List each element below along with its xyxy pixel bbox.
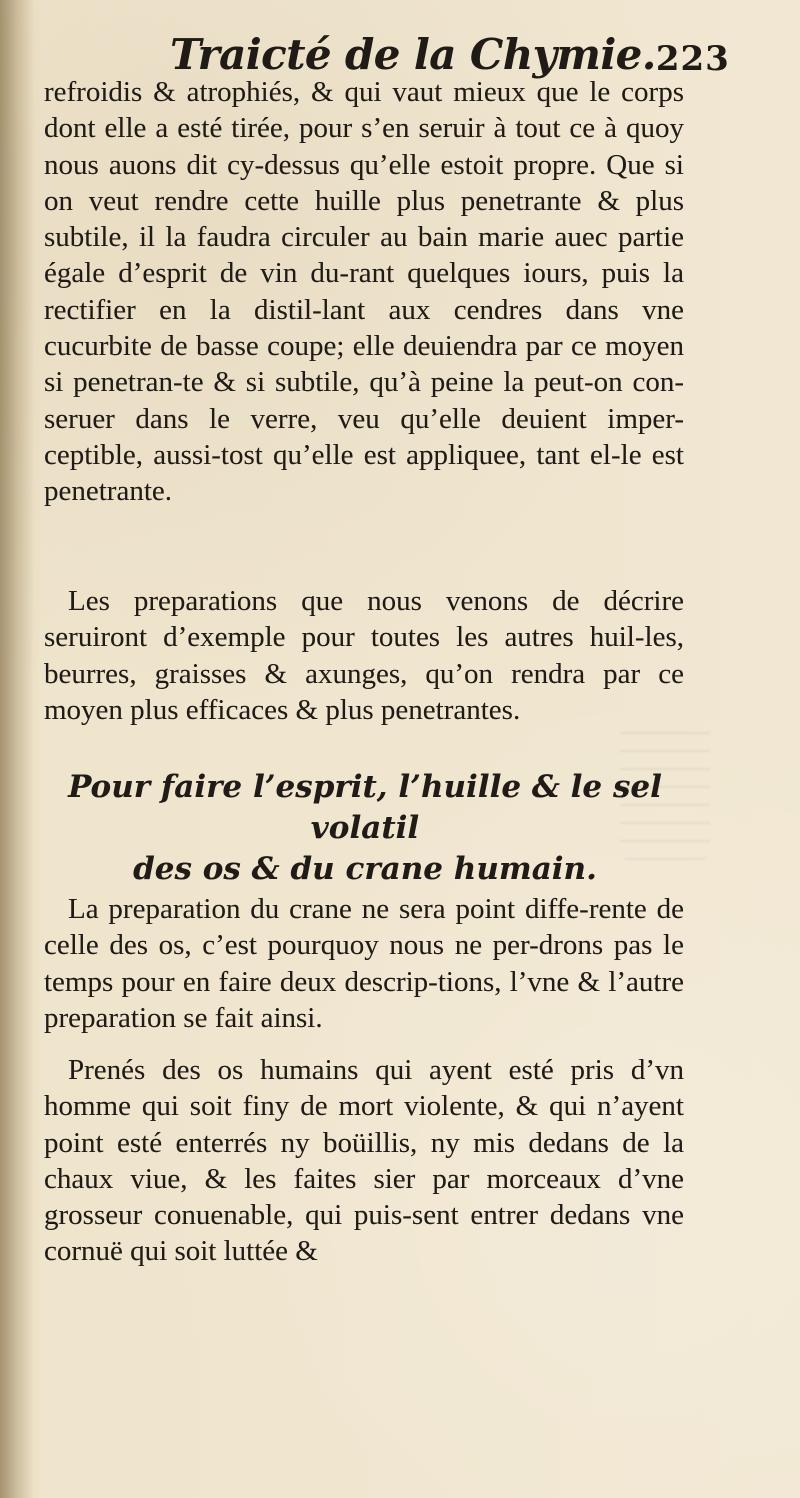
page-gutter-shadow xyxy=(0,0,34,1498)
paragraph-text: Prenés des os humains qui ayent esté pris d’vn homme qui soit finy de mort violente, & qui n’ayent point esté enterrés ny boüillis, ny mis dedans de la chaux viue, & les faites sier par morceaux d’vne grosseur conuenable, qui puis-sent entrer dedans vne cornuë qui soit luttée & xyxy=(44,1054,684,1268)
section-heading-line-1: Pour faire l’esprit, l’huille & le sel volatil xyxy=(68,769,662,846)
section-heading-line-2: des os & du crane humain. xyxy=(133,851,597,887)
paragraph-text: refroidis & atrophiés, & qui vaut mieux que le corps dont elle a esté tirée, pour s’en seruir à tout ce à quoy nous auons dit cy-dessus qu’elle estoit propre. Que si on veut rendre cette huille plus penetrante & plus subtile, il la faudra circuler au bain marie auec partie égale d’esprit de vin du-rant quelques iours, puis la rectifier en la distil-lant aux cendres dans vne cucurbite de basse coupe; elle deuiendra par ce moyen si penetran-te & si subtile, qu’à peine la peut-on con-seruer dans le verre, veu qu’elle deuient imper-ceptible, aussi-tost qu’elle est appliquee, tant el-le est penetrante. xyxy=(44,76,684,508)
paragraph-bone-instructions xyxy=(44,1052,684,1270)
section-heading xyxy=(40,767,690,890)
paragraph-text: La preparation du crane ne sera point diffe-rente de celle des os, c’est pourquoy nous ne per-drons pas le temps pour en faire deux descrip-tions, l’vne & l’autre preparation se fait ainsi. xyxy=(44,893,684,1034)
page-header xyxy=(170,20,730,79)
paragraph-crane-preparation xyxy=(44,891,684,1036)
paragraph-continuation xyxy=(44,74,684,510)
paragraph-preparations xyxy=(44,583,684,728)
running-title: Traicté de la Chymie. xyxy=(170,30,656,79)
page-number: 223 xyxy=(655,39,730,79)
paragraph-text: Les preparations que nous venons de décrire seruiront d’exemple pour toutes les autres huil-les, beurres, graisses & axunges, qu’on rendra par ce moyen plus efficaces & plus penetrantes. xyxy=(44,585,684,726)
